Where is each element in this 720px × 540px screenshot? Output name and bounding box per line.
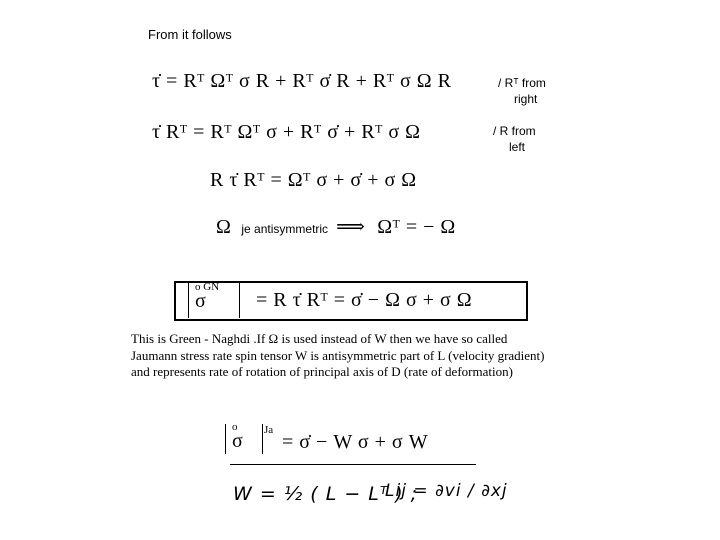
equation-2-note (493, 123, 536, 155)
jaumann-sigma: σ (232, 430, 244, 452)
green-naghdi-label: o GN (195, 281, 220, 293)
equation-2-note-line2: left (509, 140, 526, 154)
green-naghdi-equation: = R τ̇ Rᵀ = σ̇ − Ω σ + σ Ω (256, 289, 473, 311)
paragraph-line-1: This is Green - Naghdi .If Ω is used instead of W then we have so called (131, 331, 508, 346)
paragraph-line-3: and represents rate of rotation of principal axis of D (rate of deformation) (131, 364, 513, 379)
jaumann-label: Ja (264, 424, 274, 436)
equation-1-note-line2: right (514, 92, 538, 106)
divider-line (230, 464, 476, 465)
equation-2: τ̇ Rᵀ = Rᵀ Ωᵀ σ + Rᵀ σ̇ + Rᵀ σ Ω (152, 121, 421, 143)
equation-2-note-line1: / R from (493, 124, 536, 138)
handwritten-w-definition: W = ½ ( L − Lᵀ ) ; (233, 483, 419, 505)
intro-text: From it follows (148, 27, 232, 42)
jaumann-bracket (225, 424, 263, 454)
antisymmetric-statement (216, 214, 456, 239)
explanation-paragraph (131, 331, 571, 381)
antisymmetric-text: je antisymmetric (241, 222, 329, 236)
equation-1: τ̇ = Rᵀ Ωᵀ σ R + Rᵀ σ̇ R + Rᵀ σ Ω R (152, 70, 452, 92)
implies-arrow: ⟹ (336, 216, 366, 238)
equation-1-note (498, 75, 546, 107)
equation-1-note-line1: / Rᵀ from (498, 76, 546, 90)
jaumann-equation: = σ̇ − W σ + σ W (282, 431, 429, 453)
handwritten-l-definition: Lij = ∂vi / ∂xj (385, 481, 508, 501)
equation-3: R τ̇ Rᵀ = Ωᵀ σ + σ̇ + σ Ω (210, 169, 417, 191)
jaumann-o-mark: o (232, 421, 238, 433)
green-naghdi-sigma: σ (195, 290, 207, 312)
paragraph-line-2: Jaumann stress rate spin tensor W is antisymmetric part of L (velocity gradient) (131, 347, 545, 363)
antisymmetric-rhs: Ωᵀ = − Ω (377, 216, 456, 238)
omega-symbol: Ω (216, 216, 232, 238)
